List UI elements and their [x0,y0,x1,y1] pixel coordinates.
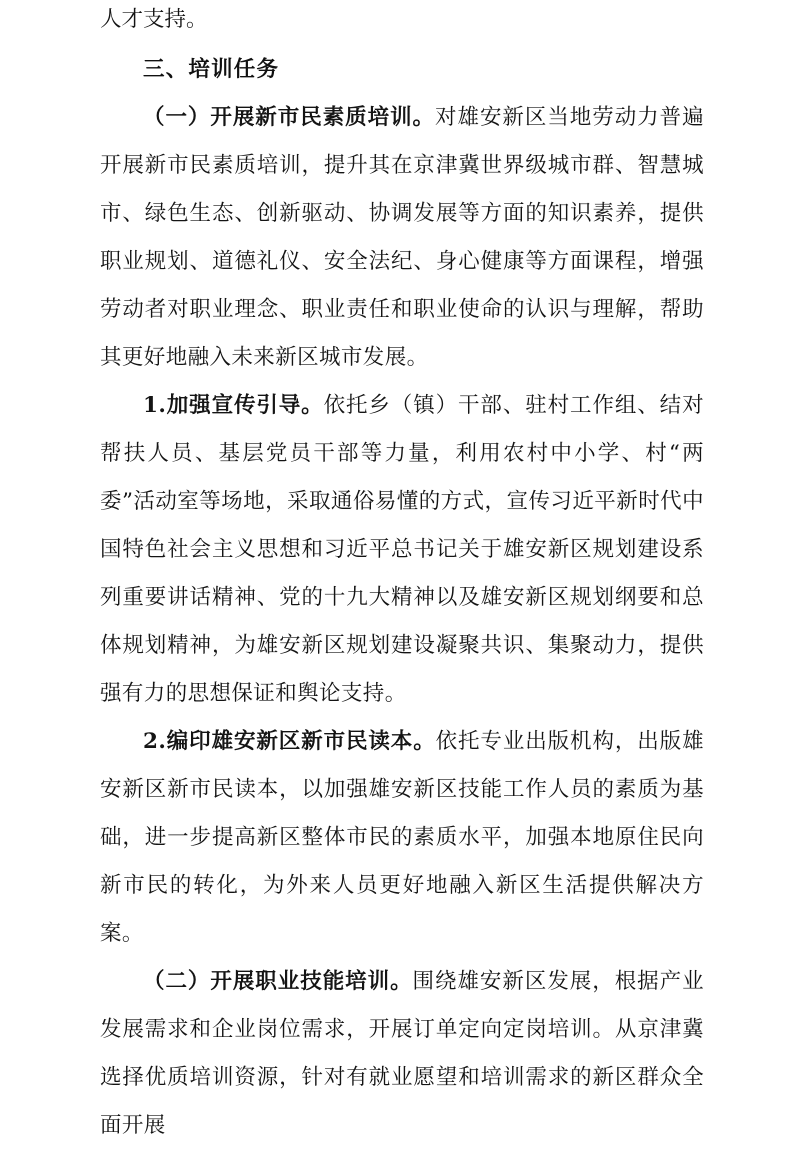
paragraph-1-text: 对雄安新区当地劳动力普遍开展新市民素质培训，提升其在京津冀世界级城市群、智慧城市、绿色生态、创新驱动、协调发展等方面的知识素养，提供职业规划、道德礼仪、安全法纪、身心健康等方面课程，增强劳动者对职业理念、职业责任和职业使命的认识与理解，帮助其更好地融入未来新区城市发展。 [100,105,704,370]
paragraph-2-text: 依托乡（镇）干部、驻村工作组、结对帮扶人员、基层党员干部等力量，利用农村中小学、村“两委”活动室等场地，采取通俗易懂的方式，宣传习近平新时代中国特色社会主义思想和习近平总书记关于雄安新区规划建设系列重要讲话精神、党的十九大精神以及雄安新区规划纲要和总体规划精神，为雄安新区规划建设凝聚共识、集聚动力，提供强有力的思想保证和舆论支持。 [100,393,704,706]
paragraph-3-text: 依托专业出版机构，出版雄安新区新市民读本，以加强雄安新区技能工作人员的素质为基础，进一步提高新区整体市民的素质水平，加强本地原住民向新市民的转化，为外来人员更好地融入新区生活提供解决方案。 [100,729,704,946]
paragraph-4 [100,958,704,1150]
paragraph-1-lead: （一）开展新市民素质培训。 [143,105,436,130]
paragraph-4-text: 围绕雄安新区发展，根据产业发展需求和企业岗位需求，开展订单定向定岗培训。从京津冀选择优质培训资源，针对有就业愿望和培训需求的新区群众全面开展 [100,969,704,1138]
section-heading-training-tasks: 三、培训任务 [143,57,280,82]
continued-text-line: 人才支持。 [100,7,208,32]
paragraph-3-lead: 2.编印雄安新区新市民读本。 [143,729,436,754]
paragraph-1 [100,94,704,382]
paragraph-2 [100,382,704,718]
paragraph-2-lead: 1.加强宣传引导。 [143,393,324,418]
paragraph-4-lead: （二）开展职业技能培训。 [143,969,413,994]
document-body [100,0,704,1150]
paragraph-3 [100,718,704,958]
